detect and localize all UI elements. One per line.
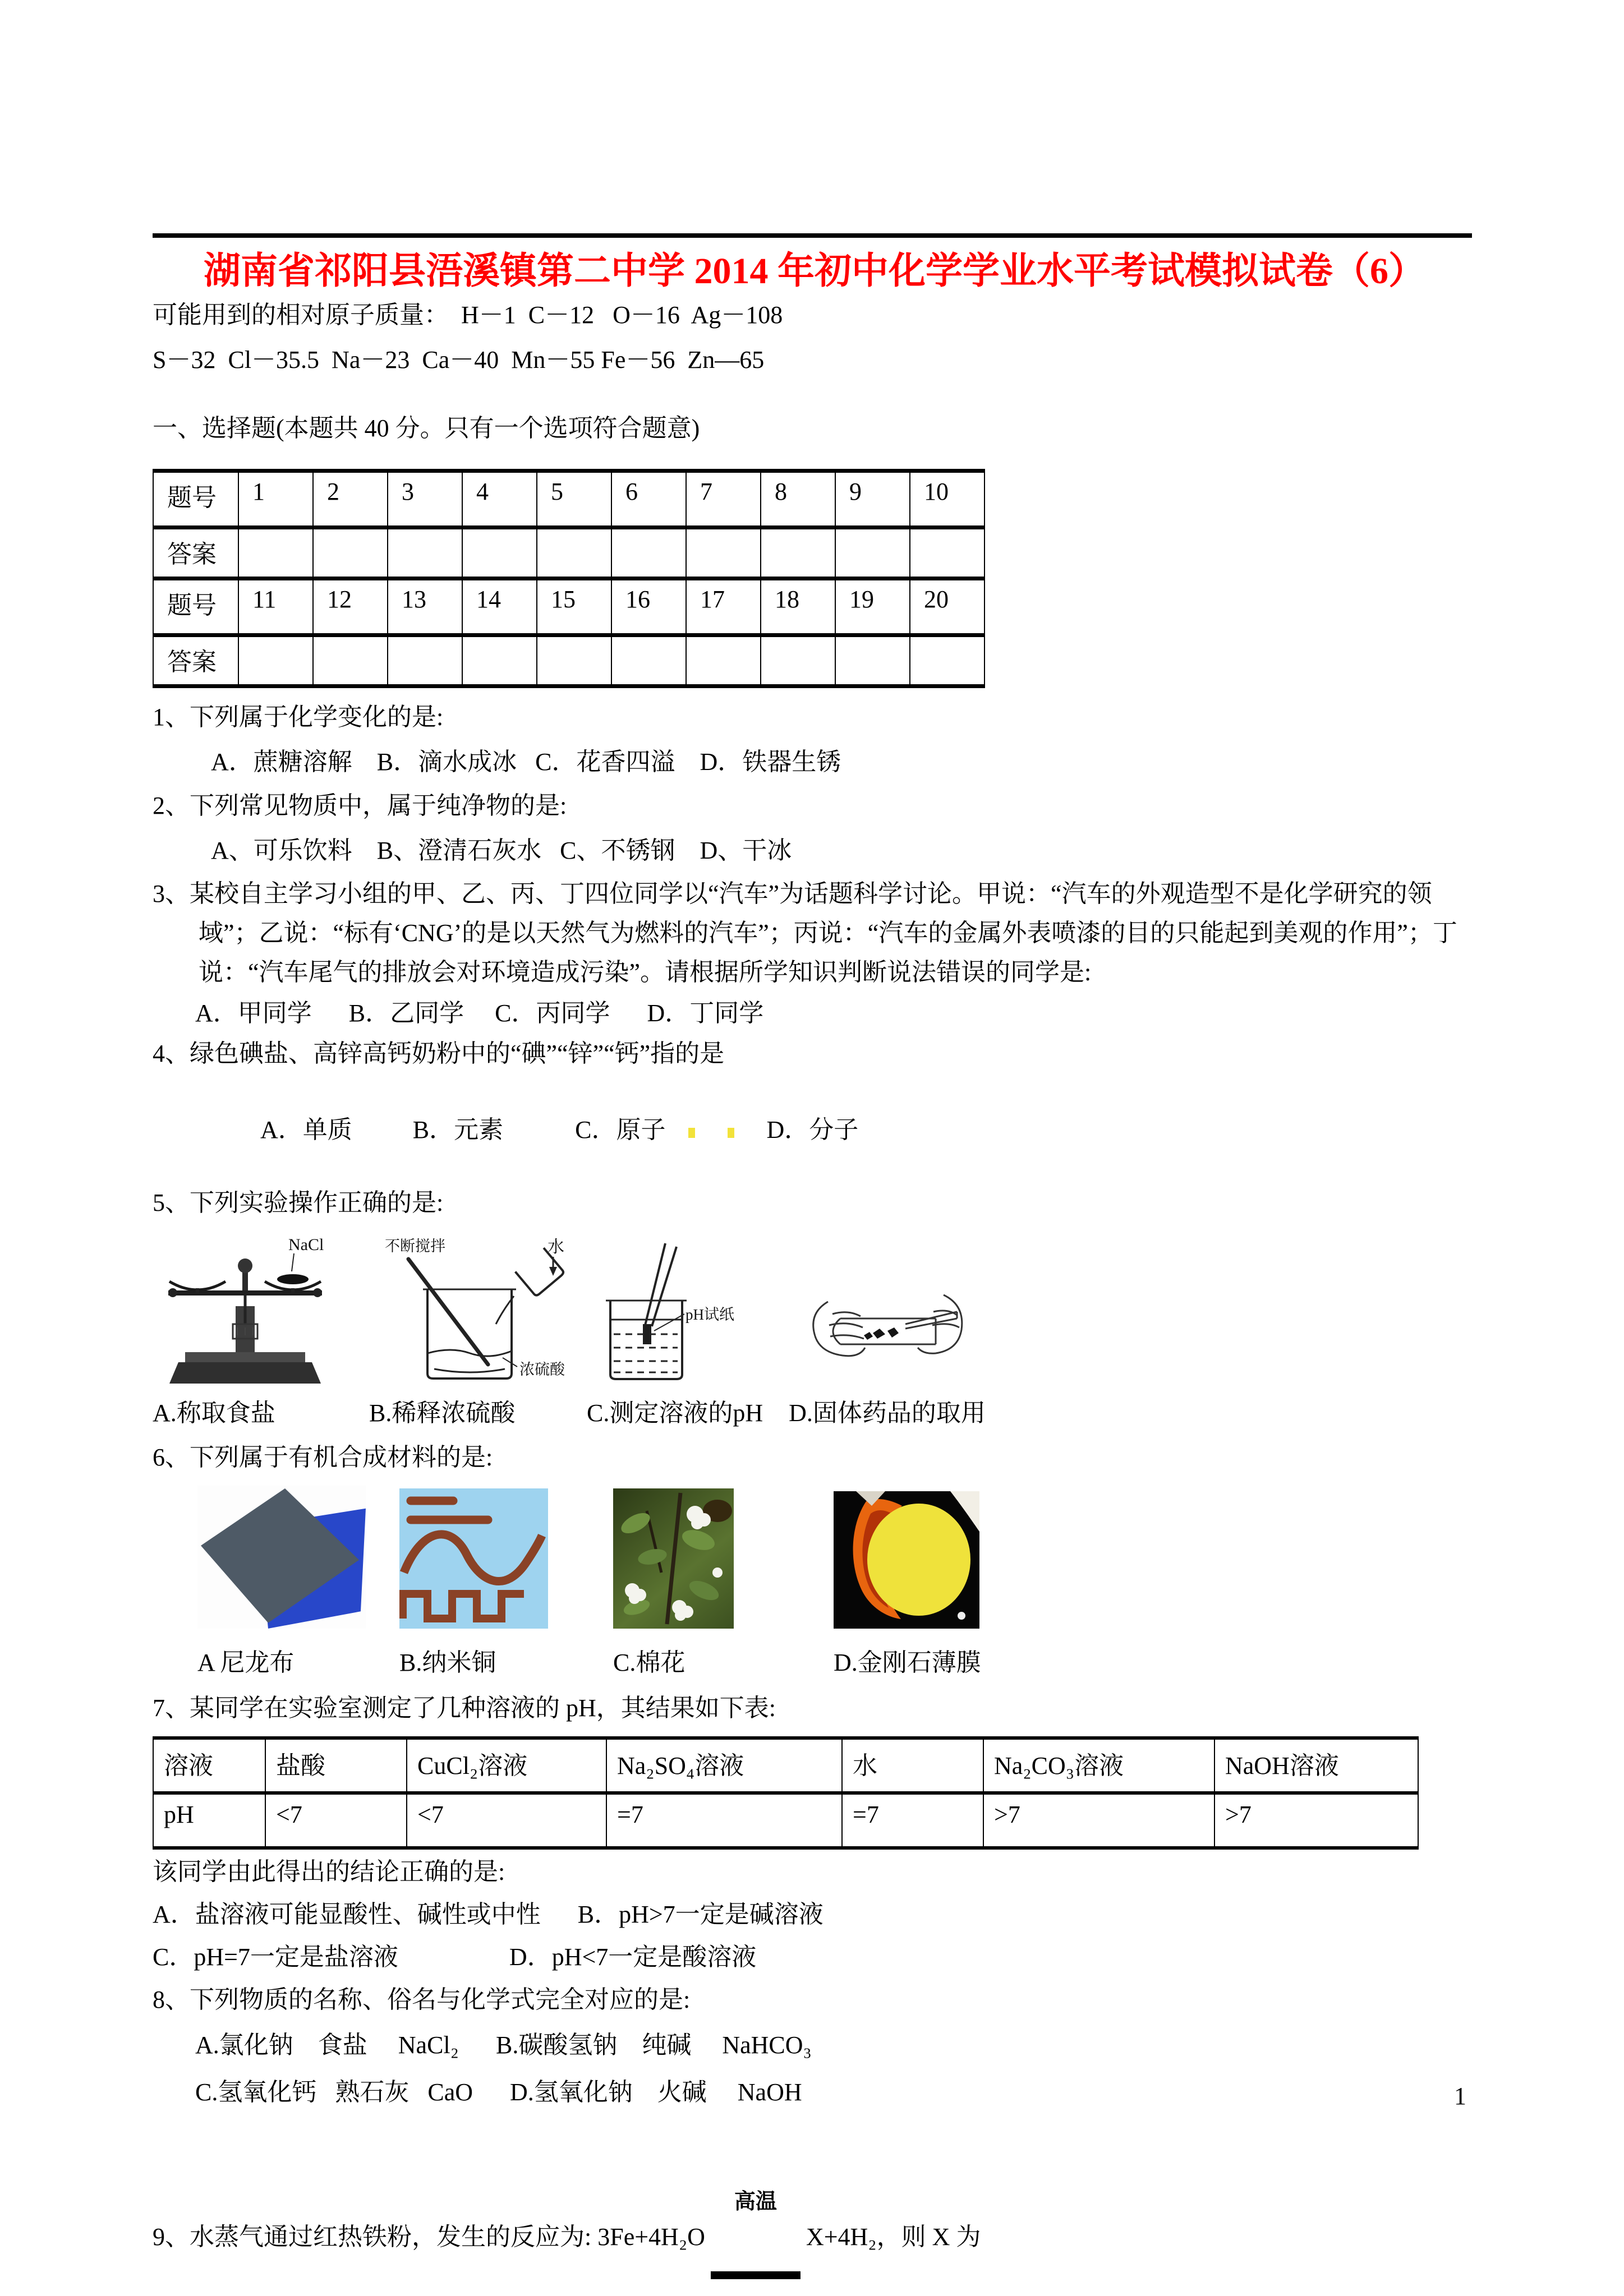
q5-figure-dilution [369, 1234, 577, 1428]
q6-caption-a: A 尼龙布 [197, 1648, 295, 1676]
question-8-stem: 8、下列物质的名称、俗名与化学式完全对应的是: [153, 1985, 691, 2013]
question-number-cell: 8 [761, 471, 835, 527]
nacl-label: NaCl [288, 1235, 324, 1254]
q6-figures [197, 1486, 1476, 1678]
section-one-heading: 一、选择题(本题共 40 分。只有一个选项符合题意) [153, 414, 700, 442]
answer-cell [761, 527, 835, 578]
q6-figure-cotton [613, 1488, 734, 1678]
q6-figure-diamond-film [834, 1491, 981, 1678]
answer-cell [238, 527, 313, 578]
double-line-equals [711, 2271, 801, 2279]
cotton-plant-shapes [613, 1488, 734, 1629]
question-number-cell: 12 [313, 578, 388, 635]
ph-cell: >7 [983, 1793, 1214, 1848]
cotton-plant-photo [613, 1488, 734, 1629]
solid-handling-illustration [789, 1234, 974, 1387]
row-label: 答案 [153, 527, 238, 578]
diamond-film-photo [834, 1491, 979, 1629]
question-number-cell: 14 [462, 578, 537, 635]
q7-options-ab: A．盐溶液可能显酸性、碱性或中性 B．pH>7一定是碱溶液 [153, 1900, 823, 1928]
acid-dilution-illustration [369, 1234, 577, 1387]
header-cell: 水 [842, 1738, 983, 1793]
q4-option-b: B．元素 [412, 1115, 504, 1144]
question-number-cell: 10 [910, 471, 984, 527]
q5-caption-b: B.稀释浓硫酸 [369, 1399, 516, 1427]
question-number-cell: 2 [313, 471, 388, 527]
question-5-stem: 5、下列实验操作正确的是: [153, 1188, 444, 1216]
question-3-stem: 3、某校自主学习小组的甲、乙、丙、丁四位同学以“汽车”为话题科学讨论。甲说：“汽车的外观造型不是化学研究的领域”；乙说：“标有‘CNG’的是以天然气为燃料的汽车”；丙说：“汽车的金属外表喷漆的目的只能起到美观的作用”；丁说：“汽车尾气的排放会对环境造成污染”。请根据所学知识判断说法错误的同学是: [153, 879, 1457, 986]
ph-results-table [153, 1736, 1419, 1850]
question-number-cell: 1 [238, 471, 313, 527]
q6-caption-c: C.棉花 [613, 1648, 686, 1676]
answer-cell [835, 635, 910, 686]
question-3-options: A．甲同学 B．乙同学 C．丙同学 D．丁同学 [195, 999, 764, 1027]
title-divider-line [153, 233, 1472, 238]
atomic-masses-line2: S－32 Cl－35.5 Na－23 Ca－40 Mn－55 Fe－56 Zn—65 [153, 345, 765, 374]
q7-options-cd: C．pH=7一定是盐溶液 D．pH<7一定是酸溶液 [153, 1943, 757, 1971]
answer-cell [388, 635, 462, 686]
row-label: 答案 [153, 635, 238, 686]
ph-cell: >7 [1214, 1793, 1418, 1848]
answer-cell [686, 527, 761, 578]
question-2 [153, 790, 1476, 866]
reaction-condition-sign [711, 2132, 801, 2296]
row-label: 题号 [153, 471, 238, 527]
q7-conclusion-intro: 该同学由此得出的结论正确的是: [153, 1857, 505, 1885]
question-number-cell: 9 [835, 471, 910, 527]
question-number-cell: 20 [910, 578, 984, 635]
q4-option-d: D．分子 [766, 1115, 859, 1144]
ph-cell: =7 [842, 1793, 983, 1848]
question-4-options [153, 1083, 1476, 1177]
answer-cell [313, 527, 388, 578]
question-number-cell: 16 [611, 578, 686, 635]
header-cell: CuCl₂溶液 [407, 1738, 606, 1793]
question-4-stem: 4、绿色碘盐、高锌高钙奶粉中的“碘”“锌”“钙”指的是 [153, 1039, 725, 1067]
question-number-row [153, 578, 984, 635]
question-6 [153, 1442, 1476, 1678]
q4-option-c: C．原子 [575, 1115, 666, 1144]
water-label: 水 [548, 1237, 564, 1256]
q6-figure-nano-copper [399, 1488, 548, 1678]
question-number-cell: 7 [686, 471, 761, 527]
page-number: 1 [1454, 2082, 1466, 2110]
question-8 [153, 1984, 1476, 2110]
question-number-cell: 3 [388, 471, 462, 527]
stir-label: 不断搅拌 [385, 1237, 445, 1255]
diamond-film-shapes [834, 1491, 979, 1629]
question-2-stem: 2、下列常见物质中，属于纯净物的是: [153, 791, 567, 819]
question-1-stem: 1、下列属于化学变化的是: [153, 703, 444, 731]
answer-cell [611, 635, 686, 686]
nano-copper-photo [399, 1488, 548, 1629]
answer-row [153, 527, 984, 578]
q6-caption-b: B.纳米铜 [399, 1648, 496, 1676]
q6-figure-nylon [197, 1486, 366, 1678]
q5-caption-c: C.测定溶液的pH [587, 1399, 763, 1427]
ph-cell: =7 [606, 1793, 842, 1848]
question-number-cell: 19 [835, 578, 910, 635]
ph-value-row [153, 1793, 1418, 1848]
copper-wire-shapes [399, 1488, 548, 1629]
header-cell: 溶液 [153, 1738, 265, 1793]
balance-scale-illustration [153, 1234, 338, 1387]
question-number-row [153, 471, 984, 527]
row-label: 题号 [153, 578, 238, 635]
answer-cell [462, 635, 537, 686]
nylon-cloth-photo [197, 1486, 366, 1629]
question-number-cell: 13 [388, 578, 462, 635]
q5-caption-d: D.固体药品的取用 [789, 1399, 986, 1427]
question-4 [153, 1038, 1476, 1177]
header-cell: NaOH溶液 [1214, 1738, 1418, 1793]
q4-option-a: A．单质 [260, 1115, 352, 1144]
q5-figures [153, 1234, 1476, 1428]
q8-options-cd: C.氢氧化钙 熟石灰 CaO D.氢氧化钠 火碱 NaOH [195, 2078, 802, 2106]
question-5 [153, 1187, 1476, 1428]
q5-figure-solid-handling [789, 1234, 986, 1428]
question-3 [153, 874, 1476, 1029]
question-6-stem: 6、下列属于有机合成材料的是: [153, 1443, 493, 1471]
answer-cell [611, 527, 686, 578]
answer-sheet-table [153, 469, 985, 688]
question-number-cell: 4 [462, 471, 537, 527]
question-7-stem: 7、某同学在实验室测定了几种溶液的 pH，其结果如下表: [153, 1694, 776, 1722]
solution-header-row [153, 1738, 1418, 1793]
ph-paper-label: pH试纸 [686, 1306, 734, 1323]
q9-equation-prefix: 9、水蒸气通过红热铁粉，发生的反应为: 3Fe+4H₂O [153, 2223, 705, 2251]
acid-label: 浓硫酸 [519, 1361, 565, 1378]
ph-test-illustration [587, 1234, 744, 1387]
header-cell: Na₂SO₄溶液 [606, 1738, 842, 1793]
exam-title: 湖南省祁阳县浯溪镇第二中学 2014 年初中化学学业水平考试模拟试卷（6） [204, 251, 1425, 292]
condition-label: 高温 [734, 2189, 777, 2214]
question-number-cell: 17 [686, 578, 761, 635]
highlight-mark [728, 1128, 734, 1138]
question-number-cell: 11 [238, 578, 313, 635]
ph-cell: pH [153, 1793, 265, 1848]
question-number-cell: 5 [537, 471, 611, 527]
q5-figure-ph-test [587, 1234, 763, 1428]
q5-caption-a: A.称取食盐 [153, 1399, 275, 1427]
question-1-options: A．蔗糖溶解 B．滴水成冰 C．花香四溢 D．铁器生锈 [211, 748, 841, 776]
answer-cell [910, 635, 984, 686]
q8-options-ab: A.氯化钠 食盐 NaCl₂ B.碳酸氢钠 纯碱 NaHCO₃ [195, 2031, 812, 2059]
answer-row [153, 635, 984, 686]
answer-cell [537, 527, 611, 578]
q5-figure-weighing [153, 1234, 338, 1428]
answer-cell [761, 635, 835, 686]
answer-cell [910, 527, 984, 578]
answer-cell [238, 635, 313, 686]
question-1 [153, 702, 1476, 778]
question-number-cell: 18 [761, 578, 835, 635]
atomic-masses-line1: 可能用到的相对原子质量： H－1 C－12 O－16 Ag－108 [153, 301, 783, 329]
question-number-cell: 15 [537, 578, 611, 635]
header-cell: 盐酸 [265, 1738, 407, 1793]
question-7 [153, 1693, 1476, 1973]
ph-cell: <7 [407, 1793, 606, 1848]
answer-cell [537, 635, 611, 686]
question-2-options: A、可乐饮料 B、澄清石灰水 C、不锈钢 D、干冰 [211, 836, 792, 864]
q6-caption-d: D.金刚石薄膜 [834, 1648, 981, 1676]
question-9 [153, 2132, 1476, 2296]
highlight-mark [688, 1128, 695, 1138]
page-content [153, 0, 1476, 2296]
answer-cell [686, 635, 761, 686]
answer-cell [388, 527, 462, 578]
q9-equation-suffix: X+4H₂，则 X 为 [806, 2223, 981, 2251]
question-number-cell: 6 [611, 471, 686, 527]
header-cell: Na₂CO₃溶液 [983, 1738, 1214, 1793]
answer-cell [835, 527, 910, 578]
answer-cell [462, 527, 537, 578]
answer-cell [313, 635, 388, 686]
ph-cell: <7 [265, 1793, 407, 1848]
